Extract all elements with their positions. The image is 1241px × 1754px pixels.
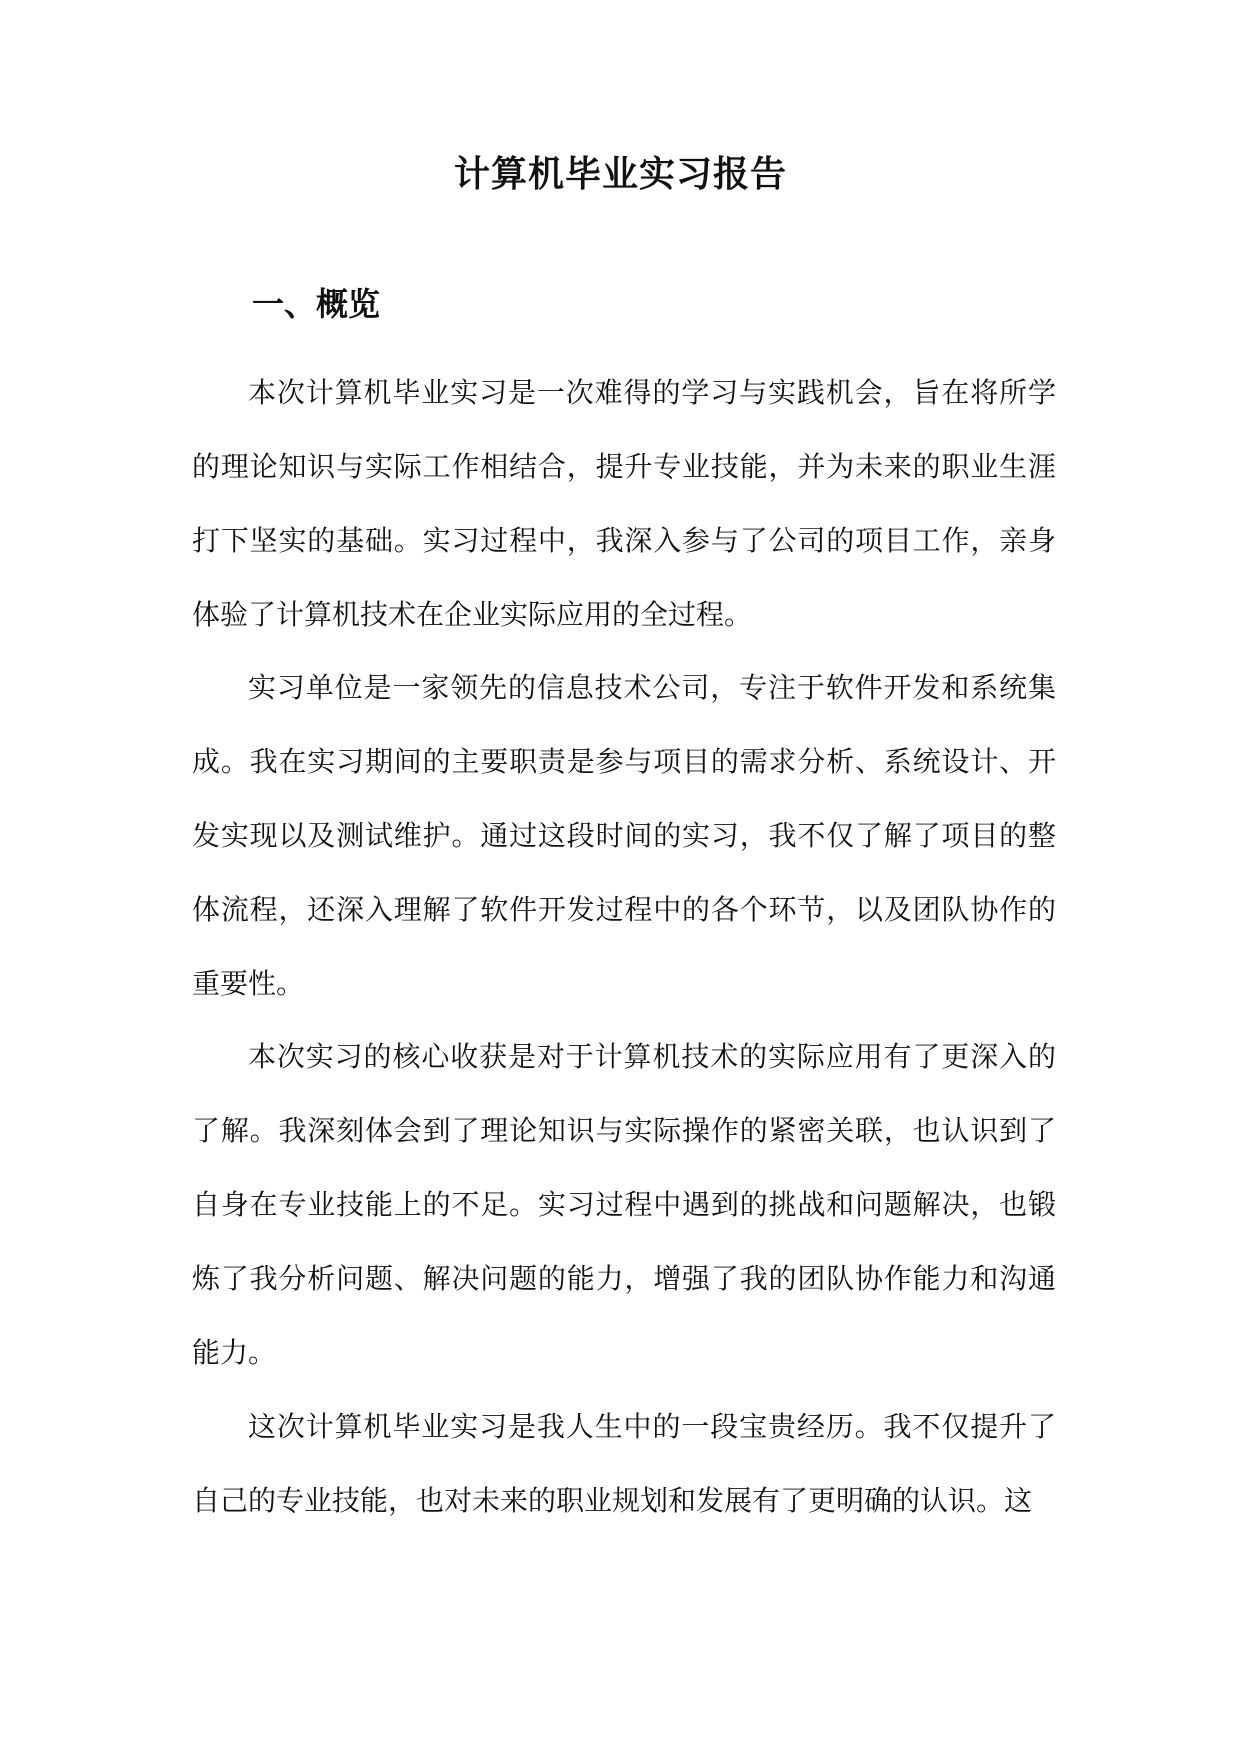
section-heading-overview: 一、概览 (252, 285, 381, 323)
paragraph-3: 本次实习的核心收获是对于计算机技术的实际应用有了更深入的了解。我深刻体会到了理论知识与实际操作的紧密关联，也认识到了自身在专业技能上的不足。实习过程中遇到的挑战和问题解决，也锻炼了我分析问题、解决问题的能力，增强了我的团队协作能力和沟通能力。 (192, 1040, 1056, 1369)
document-title: 计算机毕业实习报告 (453, 153, 787, 195)
paragraph-1: 本次计算机毕业实习是一次难得的学习与实践机会，旨在将所学的理论知识与实际工作相结合，提升专业技能，并为未来的职业生涯打下坚实的基础。实习过程中，我深入参与了公司的项目工作，亲身体验了计算机技术在企业实际应用的全过程。 (192, 376, 1056, 631)
paragraph-2: 实习单位是一家领先的信息技术公司，专注于软件开发和系统集成。我在实习期间的主要职责是参与项目的需求分析、系统设计、开发实现以及测试维护。通过这段时间的实习，我不仅了解了项目的整体流程，还深入理解了软件开发过程中的各个环节，以及团队协作的重要性。 (192, 671, 1056, 1000)
paragraph-4: 这次计算机毕业实习是我人生中的一段宝贵经历。我不仅提升了自己的专业技能，也对未来的职业规划和发展有了更明确的认识。这 (192, 1410, 1056, 1517)
